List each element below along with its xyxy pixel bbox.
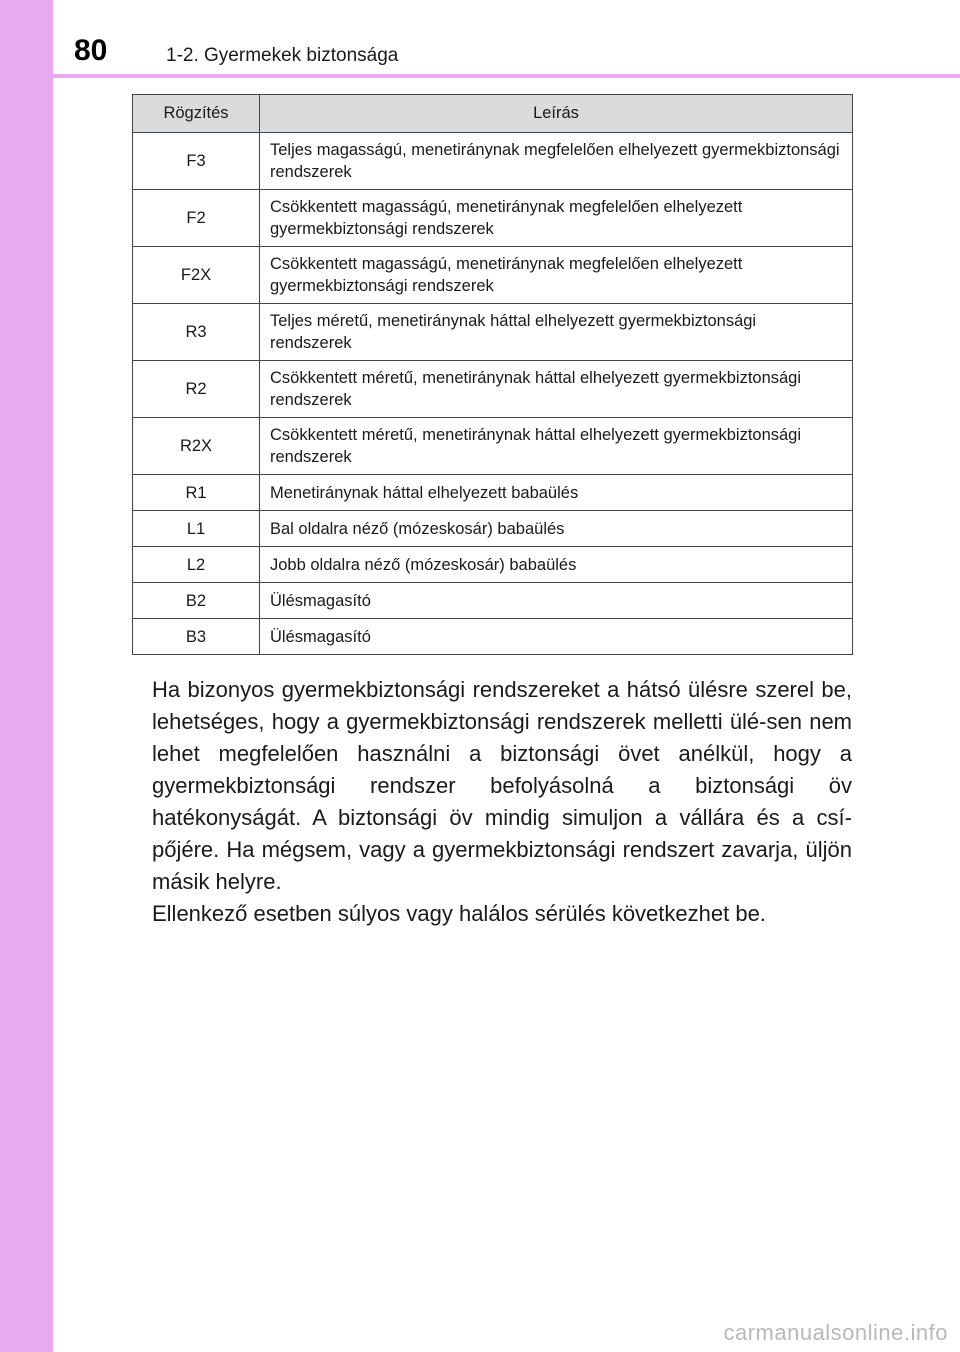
table-cell-description: Teljes magasságú, menetiránynak megfelelően elhelyezett gyermekbiztonsági rendszerek [260,133,853,190]
table-row [133,475,853,511]
table-row [133,190,853,247]
table-cell-code: R1 [133,475,260,511]
table-cell-code: R2X [133,418,260,475]
table-row [133,133,853,190]
table-cell-code: R2 [133,361,260,418]
table-cell-code: F2X [133,247,260,304]
column-header-code: Rögzítés [133,95,260,133]
consequence-paragraph: Ellenkező esetben súlyos vagy halálos sérülés következhet be. [152,901,766,926]
table-cell-code: L2 [133,547,260,583]
page-number: 80 [74,34,108,67]
table-cell-description: Jobb oldalra néző (mózeskosár) babaülés [260,547,853,583]
table-cell-code: B2 [133,583,260,619]
table-row [133,418,853,475]
table-cell-description: Bal oldalra néző (mózeskosár) babaülés [260,511,853,547]
header-rule [53,74,960,78]
table-cell-description: Menetiránynak háttal elhelyezett babaülés [260,475,853,511]
warning-paragraph: Ha bizonyos gyermekbiztonsági rendszereket a hátsó ülésre szerel be, lehetséges, hogy a gyermekbiztonsági rendszerek melletti ülé-sen nem lehet megfelelően használni a biztonsági övet anélkül, hogy a gyermekbiztonsági rendszer befolyásolná a biztonsági öv hatékonyságát. A biztonsági öv mindig simuljon a vállára és a csí-pőjére. Ha mégsem, vagy a gyermekbiztonsági rendszert zavarja, üljön másik helyre. [152,677,852,894]
column-header-description: Leírás [260,95,853,133]
table-cell-code: F2 [133,190,260,247]
table-row [133,304,853,361]
table-cell-description: Csökkentett méretű, menetiránynak háttal elhelyezett gyermekbiztonsági rendszerek [260,361,853,418]
table-cell-description: Ülésmagasító [260,583,853,619]
section-title: 1-2. Gyermekek biztonsága [166,45,399,66]
table-row [133,247,853,304]
watermark: carmanualsonline.info [723,1320,948,1345]
table-cell-description: Ülésmagasító [260,619,853,655]
table-cell-description: Teljes méretű, menetiránynak háttal elhelyezett gyermekbiztonsági rendszerek [260,304,853,361]
table-header-row [133,95,853,133]
table-cell-code: F3 [133,133,260,190]
table-row [133,361,853,418]
restraint-table [132,94,853,655]
body-text [152,674,852,930]
table-row [133,619,853,655]
table-cell-code: B3 [133,619,260,655]
table-cell-code: R3 [133,304,260,361]
table-cell-code: L1 [133,511,260,547]
table-cell-description: Csökkentett méretű, menetiránynak háttal elhelyezett gyermekbiztonsági rendszerek [260,418,853,475]
table-row [133,511,853,547]
table-row [133,583,853,619]
table-cell-description: Csökkentett magasságú, menetiránynak megfelelően elhelyezett gyermekbiztonsági rendszerek [260,190,853,247]
side-color-band [0,0,53,1352]
table-cell-description: Csökkentett magasságú, menetiránynak megfelelően elhelyezett gyermekbiztonsági rendszerek [260,247,853,304]
table-row [133,547,853,583]
